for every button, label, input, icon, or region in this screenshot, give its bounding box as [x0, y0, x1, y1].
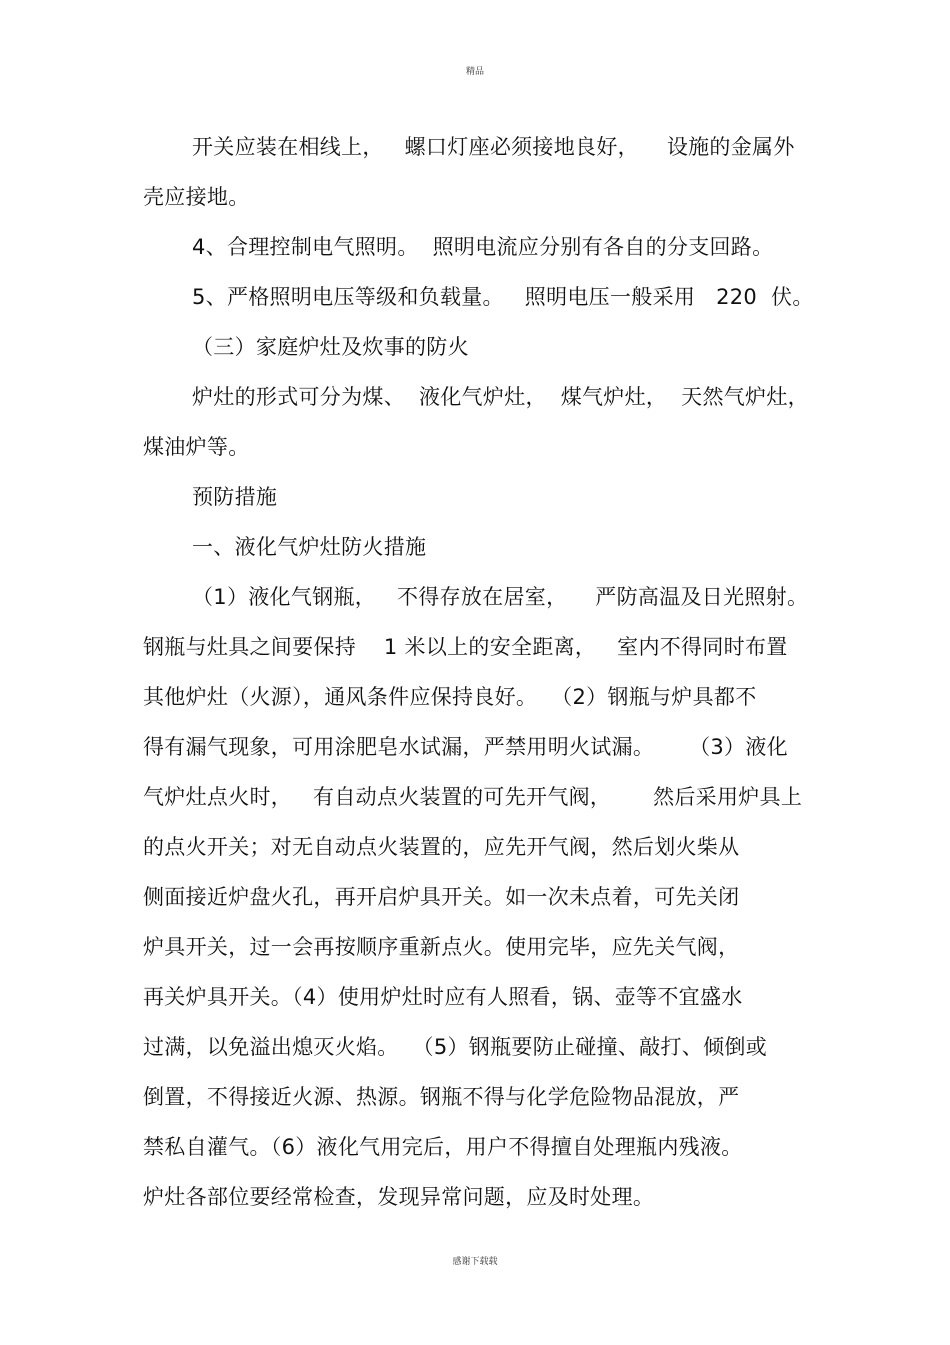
text-line: 壳应接地。 [143, 185, 250, 209]
text-line: 炉灶的形式可分为煤、 液化气炉灶， 煤气炉灶， 天然气炉灶， [192, 385, 809, 409]
text-line: 禁私自灌气。（6）液化气用完后，用户不得擅自处理瓶内残液。 [143, 1135, 743, 1159]
section-heading: 一、液化气炉灶防火措施 [192, 535, 427, 559]
text-line: 5、严格照明电压等级和负载量。 照明电压一般采用 220 伏。 [192, 285, 814, 309]
text-line: 炉灶各部位要经常检查，发现异常问题，应及时处理。 [143, 1185, 655, 1209]
text-line: 4、合理控制电气照明。 照明电流应分别有各自的分支回路。 [192, 235, 774, 259]
text-line: 侧面接近炉盘火孔，再开启炉具开关。如一次未点着，可先关闭 [143, 885, 740, 909]
text-line: 气炉灶点火时， 有自动点火装置的可先开气阀， 然后采用炉具上 [143, 785, 803, 809]
text-line: 过满，以免溢出熄灭火焰。 （5）钢瓶要防止碰撞、敲打、倾倒或 [143, 1035, 768, 1059]
text-line: 其他炉灶（火源），通风条件应保持良好。 （2）钢瓶与炉具都不 [143, 685, 757, 709]
section-heading: （三）家庭炉灶及炊事的防火 [192, 335, 469, 359]
text-line: 的点火开关；对无自动点火装置的，应先开气阀，然后划火柴从 [143, 835, 740, 859]
text-line: 开关应装在相线上， 螺口灯座必须接地良好， 设施的金属外 [192, 135, 795, 159]
text-line: 再关炉具开关。（4）使用炉灶时应有人照看，锅、壶等不宜盛水 [143, 985, 743, 1009]
page-footer: 感谢下载载 [452, 1257, 498, 1267]
text-line: 炉具开关，过一会再按顺序重新点火。使用完毕，应先关气阀， [143, 935, 740, 959]
text-line: 得有漏气现象，可用涂肥皂水试漏，严禁用明火试漏。 （3）液化 [143, 735, 788, 759]
text-line: 倒置，不得接近火源、热源。钢瓶不得与化学危险物品混放，严 [143, 1085, 740, 1109]
text-line: 钢瓶与灶具之间要保持 1 米以上的安全距离， 室内不得同时布置 [143, 635, 788, 659]
text-line: （1）液化气钢瓶， 不得存放在居室， 严防高温及日光照射。 [192, 585, 809, 609]
page-header: 精品 [465, 67, 484, 77]
text-line: 煤油炉等。 [143, 435, 250, 459]
section-heading: 预防措施 [192, 485, 278, 509]
